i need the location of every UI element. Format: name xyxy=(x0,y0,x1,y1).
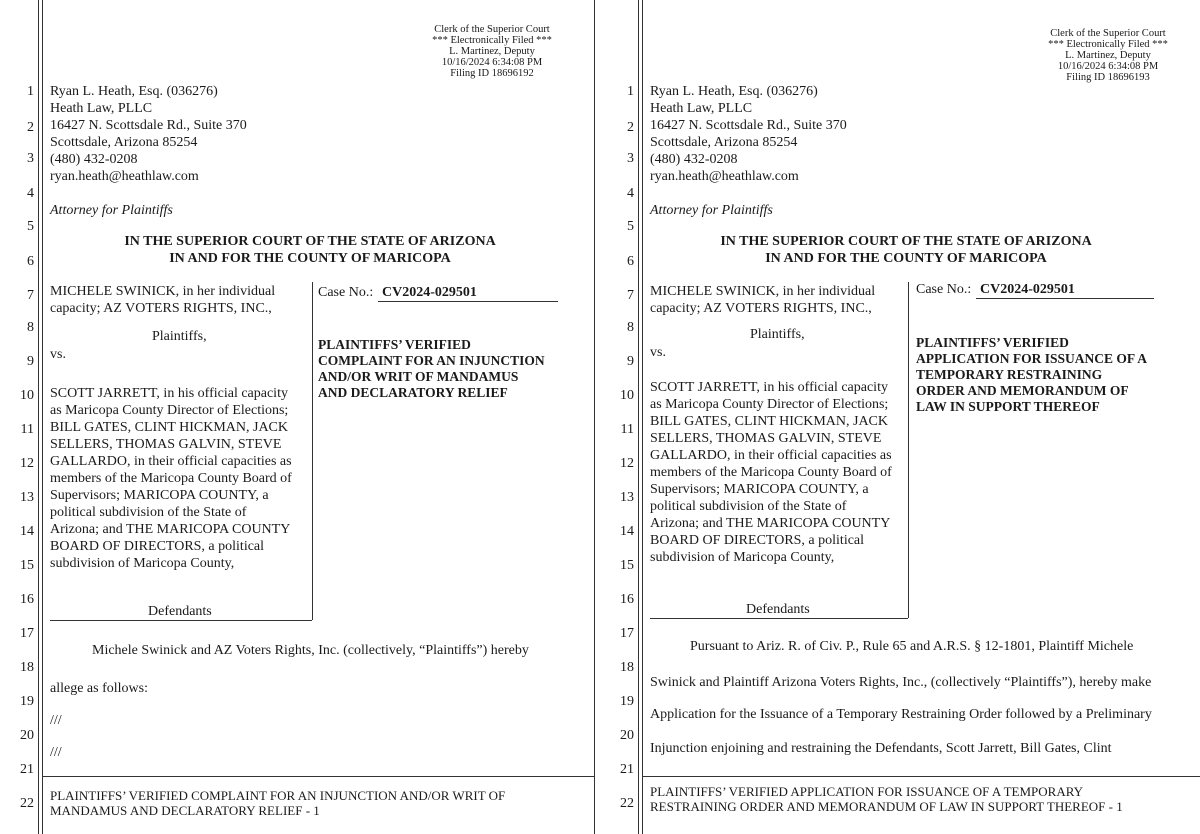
defendant-line: political subdivision of the State of xyxy=(50,505,247,520)
defendant-line: political subdivision of the State of xyxy=(650,499,847,514)
line-number: 21 xyxy=(20,762,34,777)
line-number: 22 xyxy=(620,796,634,811)
attorney-address-2: Scottsdale, Arizona 85254 xyxy=(50,135,198,150)
line-number: 9 xyxy=(27,354,34,369)
line-number: 4 xyxy=(627,186,634,201)
body-line: allege as follows: xyxy=(50,681,148,696)
line-number: 20 xyxy=(620,728,634,743)
line-number: 18 xyxy=(20,660,34,675)
line-number: 15 xyxy=(20,558,34,573)
versus-label: vs. xyxy=(650,345,666,360)
defendant-line: GALLARDO, in their official capacities as xyxy=(650,448,892,463)
line-number: 6 xyxy=(627,254,634,269)
plaintiff-name-line: MICHELE SWINICK, in her individual xyxy=(50,284,276,299)
attorney-email: ryan.heath@heathlaw.com xyxy=(650,169,799,184)
document-title-line: APPLICATION FOR ISSUANCE OF A xyxy=(916,351,1148,366)
versus-label: vs. xyxy=(50,347,66,362)
plaintiff-name-line: capacity; AZ VOTERS RIGHTS, INC., xyxy=(50,301,272,316)
line-number: 14 xyxy=(620,524,634,539)
defendant-line: as Maricopa County Director of Elections; xyxy=(650,397,889,412)
body-line: Injunction enjoining and restraining the Defendants, Scott Jarrett, Bill Gates, Clint xyxy=(650,741,1112,756)
line-number: 16 xyxy=(20,592,34,607)
footer-line: PLAINTIFFS’ VERIFIED COMPLAINT FOR AN INJUNCTION AND/OR WRIT OF xyxy=(50,788,506,803)
attorney-name: Ryan L. Heath, Esq. (036276) xyxy=(650,84,818,99)
filing-page-right xyxy=(600,0,1200,834)
attorney-address-2: Scottsdale, Arizona 85254 xyxy=(650,135,798,150)
stamp-line: L. Martinez, Deputy xyxy=(449,46,535,57)
line-number: 21 xyxy=(620,762,634,777)
defendant-line: SELLERS, THOMAS GALVIN, STEVE xyxy=(50,437,282,452)
caption-divider xyxy=(312,282,313,620)
line-number: 11 xyxy=(620,422,634,437)
clerk-stamp xyxy=(1028,28,1188,83)
defendant-line: Arizona; and THE MARICOPA COUNTY xyxy=(650,516,891,531)
line-number: 1 xyxy=(627,84,634,99)
footer-line: MANDAMUS AND DECLARATORY RELIEF - 1 xyxy=(50,803,320,818)
line-number: 3 xyxy=(27,151,34,166)
defendants-label: Defendants xyxy=(746,602,810,617)
defendant-line: Supervisors; MARICOPA COUNTY, a xyxy=(650,482,869,497)
body-line: Pursuant to Ariz. R. of Civ. P., Rule 65 and A.R.S. § 12-1801, Plaintiff Michele xyxy=(690,639,1134,654)
line-number: 2 xyxy=(627,120,634,135)
footer-line: PLAINTIFFS’ VERIFIED APPLICATION FOR ISSUANCE OF A TEMPORARY xyxy=(650,784,1084,799)
defendant-line: members of the Maricopa County Board of xyxy=(50,471,292,486)
defendant-line: BILL GATES, CLINT HICKMAN, JACK xyxy=(50,420,288,435)
stamp-line: *** Electronically Filed *** xyxy=(1048,39,1168,50)
line-number: 15 xyxy=(620,558,634,573)
line-number: 10 xyxy=(620,388,634,403)
court-heading-line-2: IN AND FOR THE COUNTY OF MARICOPA xyxy=(169,251,451,266)
line-number: 12 xyxy=(620,456,634,471)
defendant-line: GALLARDO, in their official capacities as xyxy=(50,454,292,469)
document-title-line: TEMPORARY RESTRAINING xyxy=(916,367,1103,382)
defendants-label: Defendants xyxy=(148,604,212,619)
case-number-field xyxy=(378,284,558,302)
defendant-line: subdivision of Maricopa County, xyxy=(650,550,835,565)
attorney-phone: (480) 432-0208 xyxy=(50,152,138,167)
left-margin-rule xyxy=(38,0,39,834)
case-number-field xyxy=(976,281,1154,299)
left-margin-rule-double xyxy=(42,0,43,834)
document-title-line: PLAINTIFFS’ VERIFIED xyxy=(318,337,471,352)
line-number: 13 xyxy=(20,490,34,505)
attorney-address-1: 16427 N. Scottsdale Rd., Suite 370 xyxy=(650,118,847,133)
attorney-role: Attorney for Plaintiffs xyxy=(650,203,773,218)
defendant-line: subdivision of Maricopa County, xyxy=(50,556,235,571)
defendant-line: SCOTT JARRETT, in his official capacity xyxy=(650,380,888,395)
body-line: Michele Swinick and AZ Voters Rights, Inc. (collectively, “Plaintiffs”) hereby xyxy=(92,643,529,658)
line-number: 5 xyxy=(627,219,634,234)
footer-rule xyxy=(642,776,1200,777)
case-number-label: Case No.: xyxy=(916,282,972,297)
defendant-line: BOARD OF DIRECTORS, a political xyxy=(650,533,865,548)
document-title-line: AND/OR WRIT OF MANDAMUS xyxy=(318,369,519,384)
line-number: 4 xyxy=(27,186,34,201)
document-title-line: LAW IN SUPPORT THEREOF xyxy=(916,399,1100,414)
court-heading-line-1: IN THE SUPERIOR COURT OF THE STATE OF ARIZONA xyxy=(124,234,496,249)
line-number: 5 xyxy=(27,219,34,234)
attorney-role: Attorney for Plaintiffs xyxy=(50,203,173,218)
line-number: 19 xyxy=(20,694,34,709)
court-heading-line-2: IN AND FOR THE COUNTY OF MARICOPA xyxy=(765,251,1047,266)
document-title-line: AND DECLARATORY RELIEF xyxy=(318,385,508,400)
body-line: Application for the Issuance of a Temporary Restraining Order followed by a Preliminary xyxy=(650,707,1152,722)
plaintiffs-label: Plaintiffs, xyxy=(750,327,805,342)
case-number-label: Case No.: xyxy=(318,285,374,300)
line-number: 17 xyxy=(620,626,634,641)
stamp-line: L. Martinez, Deputy xyxy=(1065,50,1151,61)
body-line: /// xyxy=(50,713,62,728)
attorney-email: ryan.heath@heathlaw.com xyxy=(50,169,199,184)
defendant-line: members of the Maricopa County Board of xyxy=(650,465,892,480)
line-number: 7 xyxy=(627,288,634,303)
case-number-value: CV2024-029501 xyxy=(980,282,1075,297)
left-margin-rule xyxy=(638,0,639,834)
caption-bottom-rule xyxy=(50,620,312,621)
right-margin-rule xyxy=(594,0,595,834)
defendant-line: SCOTT JARRETT, in his official capacity xyxy=(50,386,288,401)
line-number: 10 xyxy=(20,388,34,403)
line-number: 1 xyxy=(27,84,34,99)
court-heading-line-1: IN THE SUPERIOR COURT OF THE STATE OF ARIZONA xyxy=(720,234,1092,249)
stamp-line: Clerk of the Superior Court xyxy=(1050,28,1166,39)
body-line: /// xyxy=(50,745,62,760)
defendant-line: BILL GATES, CLINT HICKMAN, JACK xyxy=(650,414,888,429)
attorney-firm: Heath Law, PLLC xyxy=(650,101,753,116)
stamp-line: Filing ID 18696193 xyxy=(1066,72,1150,83)
attorney-firm: Heath Law, PLLC xyxy=(50,101,153,116)
line-number: 14 xyxy=(20,524,34,539)
plaintiff-name-line: MICHELE SWINICK, in her individual xyxy=(650,284,876,299)
line-number: 13 xyxy=(620,490,634,505)
body-line: Swinick and Plaintiff Arizona Voters Rights, Inc., (collectively “Plaintiffs”), hereby make xyxy=(650,675,1152,690)
caption-divider xyxy=(908,282,909,618)
line-number: 3 xyxy=(627,151,634,166)
attorney-name: Ryan L. Heath, Esq. (036276) xyxy=(50,84,218,99)
stamp-line: Clerk of the Superior Court xyxy=(434,24,550,35)
line-number: 2 xyxy=(27,120,34,135)
line-number: 8 xyxy=(27,320,34,335)
line-number: 22 xyxy=(20,796,34,811)
line-number: 8 xyxy=(627,320,634,335)
case-number-value: CV2024-029501 xyxy=(382,285,477,300)
document-title-line: COMPLAINT FOR AN INJUNCTION xyxy=(318,353,545,368)
clerk-stamp xyxy=(412,24,572,79)
document-title-line: ORDER AND MEMORANDUM OF xyxy=(916,383,1129,398)
line-number: 20 xyxy=(20,728,34,743)
line-number: 11 xyxy=(20,422,34,437)
document-title-line: PLAINTIFFS’ VERIFIED xyxy=(916,335,1069,350)
footer-rule xyxy=(42,776,594,777)
line-number: 7 xyxy=(27,288,34,303)
defendant-line: SELLERS, THOMAS GALVIN, STEVE xyxy=(650,431,882,446)
line-number: 9 xyxy=(627,354,634,369)
left-margin-rule-double xyxy=(642,0,643,834)
defendant-line: Supervisors; MARICOPA COUNTY, a xyxy=(50,488,269,503)
attorney-address-1: 16427 N. Scottsdale Rd., Suite 370 xyxy=(50,118,247,133)
footer-line: RESTRAINING ORDER AND MEMORANDUM OF LAW IN SUPPORT THEREOF - 1 xyxy=(650,799,1123,814)
stamp-line: Filing ID 18696192 xyxy=(450,68,534,79)
line-number: 12 xyxy=(20,456,34,471)
defendant-line: Arizona; and THE MARICOPA COUNTY xyxy=(50,522,291,537)
line-number: 16 xyxy=(620,592,634,607)
defendant-line: as Maricopa County Director of Elections; xyxy=(50,403,289,418)
plaintiff-name-line: capacity; AZ VOTERS RIGHTS, INC., xyxy=(650,301,872,316)
attorney-phone: (480) 432-0208 xyxy=(650,152,738,167)
stamp-line: 10/16/2024 6:34:08 PM xyxy=(1057,61,1159,72)
caption-bottom-rule xyxy=(650,618,908,619)
line-number: 17 xyxy=(20,626,34,641)
defendant-line: BOARD OF DIRECTORS, a political xyxy=(50,539,265,554)
line-number: 18 xyxy=(620,660,634,675)
stamp-line: *** Electronically Filed *** xyxy=(432,35,552,46)
plaintiffs-label: Plaintiffs, xyxy=(152,329,207,344)
line-number: 19 xyxy=(620,694,634,709)
stamp-line: 10/16/2024 6:34:08 PM xyxy=(441,57,543,68)
line-number: 6 xyxy=(27,254,34,269)
